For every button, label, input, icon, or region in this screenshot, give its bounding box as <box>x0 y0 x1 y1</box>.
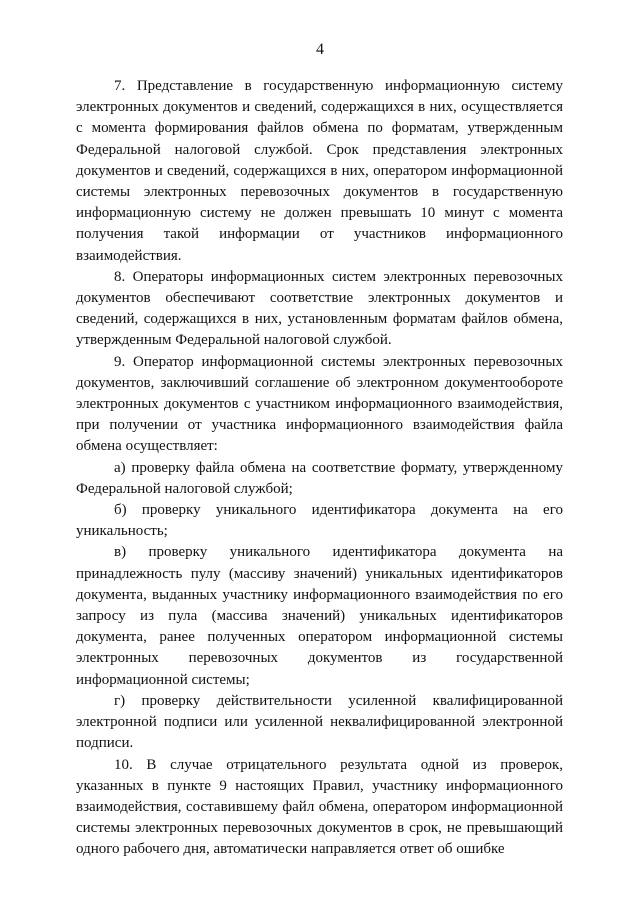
paragraph-9b: б) проверку уникального идентификатора документа на его уникальность; <box>76 502 563 540</box>
paragraph-9g: г) проверку действительности усиленной квалифицированной электронной подписи или усиленной неквалифицированной электронной подписи. <box>76 692 563 752</box>
paragraph-9v: в) проверку уникального идентификатора документа на принадлежность пулу (массиву значений) уникальных идентификаторов документа, выданных участнику информационного взаимодействия по его запросу из пула (массива значений) уникальных идентификаторов документа, ранее полученных оператором информационной системы электронных перевозочных документов из государственной информационной системы; <box>76 544 563 688</box>
paragraph-10: 10. В случае отрицательного результата одной из проверок, указанных в пункте 9 настоящих Правил, участнику информационного взаимодействия, составившему файл обмена, оператором информационной системы электронных перевозочных документов в срок, не превышающий одного рабочего дня, автоматически направляется ответ об ошибке <box>76 756 563 858</box>
paragraph-9: 9. Оператор информационной системы электронных перевозочных документов, заключивший соглашение об электронном документообороте электронных документов с участником информационного взаимодействия, при получении от участника информационного взаимодействия файла обмена осуществляет: <box>76 353 563 455</box>
document-body <box>76 76 563 861</box>
paragraph-9a: а) проверку файла обмена на соответствие формату, утвержденному Федеральной налоговой службой; <box>76 459 563 497</box>
page-number: 4 <box>316 41 324 58</box>
paragraph-7: 7. Представление в государственную информационную систему электронных документов и сведений, содержащихся в них, осуществляется с момента формирования файлов обмена по форматам, утвержденным Федеральной налоговой службой. Срок представления электронных документов и сведений, содержащихся в них, оператором информационной системы электронных перевозочных документов в государственную информационную систему не должен превышать 10 минут с момента получения такой информации от участников информационного взаимодействия. <box>76 78 563 264</box>
paragraph-8: 8. Операторы информационных систем электронных перевозочных документов обеспечивают соответствие электронных документов и сведений, содержащихся в них, установленным форматам файлов обмена, утвержденным Федеральной налоговой службой. <box>76 268 563 349</box>
